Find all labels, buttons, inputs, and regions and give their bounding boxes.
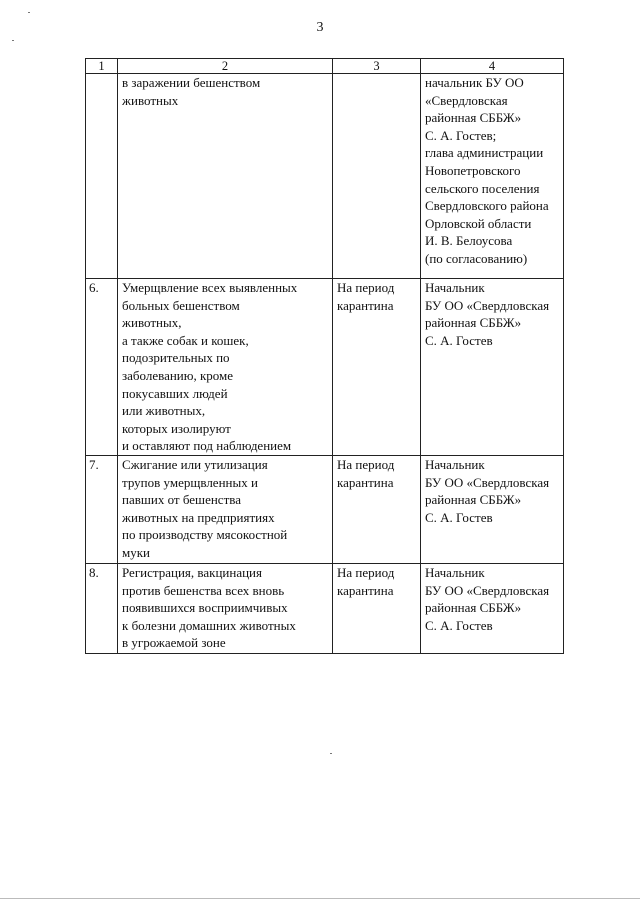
responsible-line: БУ ОО «Свердловская xyxy=(425,582,550,598)
measures-table xyxy=(85,58,564,654)
period-line: карантина xyxy=(337,474,394,490)
responsible-line: Новопетровского xyxy=(425,162,521,178)
period-cell xyxy=(333,279,421,456)
measure-line: или животных, xyxy=(122,403,206,419)
measure-cell xyxy=(118,279,333,456)
responsible-line: «Свердловская xyxy=(425,92,508,108)
table-row xyxy=(86,564,564,654)
scan-speck xyxy=(330,753,332,754)
column-number: 4 xyxy=(421,59,564,74)
responsible-line: И. В. Белоусова xyxy=(425,233,513,249)
column-number: 1 xyxy=(86,59,118,74)
row-number-cell: 8. xyxy=(86,564,118,654)
responsible-cell xyxy=(421,456,564,564)
table-row xyxy=(86,279,564,456)
measure-cell xyxy=(118,564,333,654)
period-line: карантина xyxy=(337,297,394,313)
period-cell xyxy=(333,456,421,564)
row-number-cell xyxy=(86,74,118,279)
measure-line: Регистрация, вакцинация xyxy=(122,565,262,580)
measure-line: в заражении бешенством xyxy=(122,75,261,90)
measure-line: заболеванию, кроме xyxy=(122,367,234,383)
responsible-line: БУ ОО «Свердловская xyxy=(425,297,550,313)
responsible-line: сельского поселения xyxy=(425,180,540,196)
responsible-line: Начальник xyxy=(425,565,485,580)
scan-speck xyxy=(12,40,14,41)
measure-line: которых изолируют xyxy=(122,420,231,436)
row-number-cell: 7. xyxy=(86,456,118,564)
measure-line: а также собак и кошек, xyxy=(122,332,249,348)
responsible-line: БУ ОО «Свердловская xyxy=(425,474,550,490)
responsible-line: начальник БУ ОО xyxy=(425,75,524,90)
responsible-line: районная СББЖ» xyxy=(425,600,522,616)
measure-line: в угрожаемой зоне xyxy=(122,635,226,651)
responsible-line: Начальник xyxy=(425,280,485,295)
responsible-line: С. А. Гостев xyxy=(425,332,493,348)
responsible-line: С. А. Гостев xyxy=(425,617,493,633)
measure-line: муки xyxy=(122,544,150,560)
measure-cell xyxy=(118,456,333,564)
measure-cell xyxy=(118,74,333,279)
responsible-cell xyxy=(421,279,564,456)
measure-line: против бешенства всех вновь xyxy=(122,582,285,598)
column-number: 2 xyxy=(118,59,333,74)
measure-line: животных xyxy=(122,92,179,108)
page-edge-line xyxy=(0,898,640,899)
responsible-line: районная СББЖ» xyxy=(425,315,522,331)
measure-line: больных бешенством xyxy=(122,297,240,313)
responsible-line: С. А. Гостев xyxy=(425,509,493,525)
measure-line: появившихся восприимчивых xyxy=(122,600,288,616)
column-numbers-row xyxy=(86,59,564,74)
measure-line: животных на предприятиях xyxy=(122,509,275,525)
measure-line: и оставляют под наблюдением xyxy=(122,438,292,454)
measure-line: Сжигание или утилизация xyxy=(122,457,268,472)
responsible-line: районная СББЖ» xyxy=(425,110,522,126)
responsible-line: Начальник xyxy=(425,457,485,472)
measure-line: по производству мясокостной xyxy=(122,527,288,543)
period-line: На период xyxy=(337,565,395,580)
measure-line: Умерщвление всех выявленных xyxy=(122,280,298,295)
measure-line: животных, xyxy=(122,315,182,331)
responsible-cell xyxy=(421,564,564,654)
measure-line: покусавших людей xyxy=(122,385,228,401)
column-number: 3 xyxy=(333,59,421,74)
table-row xyxy=(86,456,564,564)
responsible-line: (по согласованию) xyxy=(425,250,528,266)
responsible-line: С. А. Гостев; xyxy=(425,127,497,143)
period-cell xyxy=(333,564,421,654)
period-cell xyxy=(333,74,421,279)
period-line: На период xyxy=(337,457,395,472)
page-number: 3 xyxy=(316,20,324,35)
measure-line: к болезни домашних животных xyxy=(122,617,296,633)
responsible-line: Орловской области xyxy=(425,215,532,231)
row-number-cell: 6. xyxy=(86,279,118,456)
responsible-line: Свердловского района xyxy=(425,198,549,214)
measure-line: подозрительных по xyxy=(122,350,230,366)
period-line: На период xyxy=(337,280,395,295)
responsible-cell xyxy=(421,74,564,279)
table-row xyxy=(86,74,564,279)
period-line: карантина xyxy=(337,582,394,598)
responsible-line: глава администрации xyxy=(425,145,544,161)
measure-line: трупов умерщвленных и xyxy=(122,474,258,490)
responsible-line: районная СББЖ» xyxy=(425,492,522,508)
scan-speck xyxy=(28,12,30,13)
measure-line: павших от бешенства xyxy=(122,492,241,508)
